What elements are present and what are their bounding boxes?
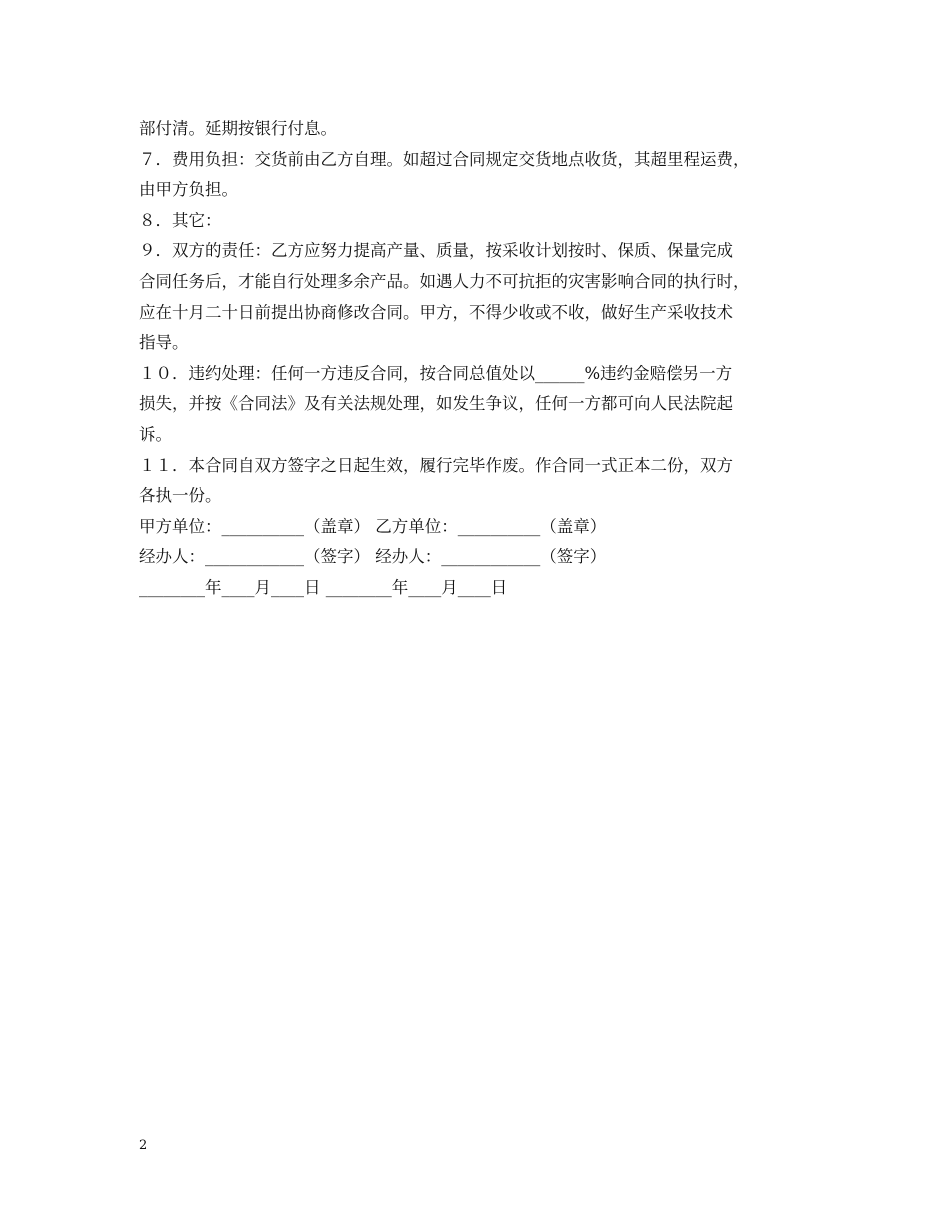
clause-10-line-3: 诉。 bbox=[139, 424, 172, 444]
party-units-signature-line: 甲方单位：__________（盖章） 乙方单位：__________（盖章） bbox=[139, 516, 607, 536]
clause-11-line-2: 各执一份。 bbox=[139, 486, 222, 506]
text-line-1: 部付清。延期按银行付息。 bbox=[139, 119, 337, 138]
clause-9-line-2: 合同任务后，才能自行处理多余产品。如遇人力不可抗拒的灾害影响合同的执行时， bbox=[139, 271, 750, 291]
contract-text bbox=[139, 114, 819, 604]
agents-signature-line: 经办人：____________（签字） 经办人：____________（签字） bbox=[139, 547, 607, 567]
clause-10-line-1: １０．违约处理：任何一方违反合同，按合同总值处以______%违约金赔偿另一方 bbox=[139, 363, 733, 383]
clause-7-line-2: 由甲方负担。 bbox=[139, 180, 238, 200]
clause-9-line-4: 指导。 bbox=[139, 333, 189, 353]
date-line: ________年____月____日 ________年____月____日 bbox=[139, 577, 508, 597]
clause-7-line-1: ７．费用负担：交货前由乙方自理。如超过合同规定交货地点收货，其超里程运费， bbox=[139, 149, 750, 169]
clause-8: ８．其它： bbox=[139, 210, 222, 230]
page-number: 2 bbox=[139, 1138, 148, 1153]
clause-9-line-3: 应在十月二十日前提出协商修改合同。甲方，不得少收或不收，做好生产采收技术 bbox=[139, 302, 733, 322]
clause-9-line-1: ９．双方的责任：乙方应努力提高产量、质量，按采收计划按时、保质、保量完成 bbox=[139, 241, 733, 261]
clause-11-line-1: １１．本合同自双方签字之日起生效，履行完毕作废。作合同一式正本二份，双方 bbox=[139, 455, 733, 475]
clause-10-line-2: 损失，并按《合同法》及有关法规处理，如发生争议，任何一方都可向人民法院起 bbox=[139, 394, 733, 414]
